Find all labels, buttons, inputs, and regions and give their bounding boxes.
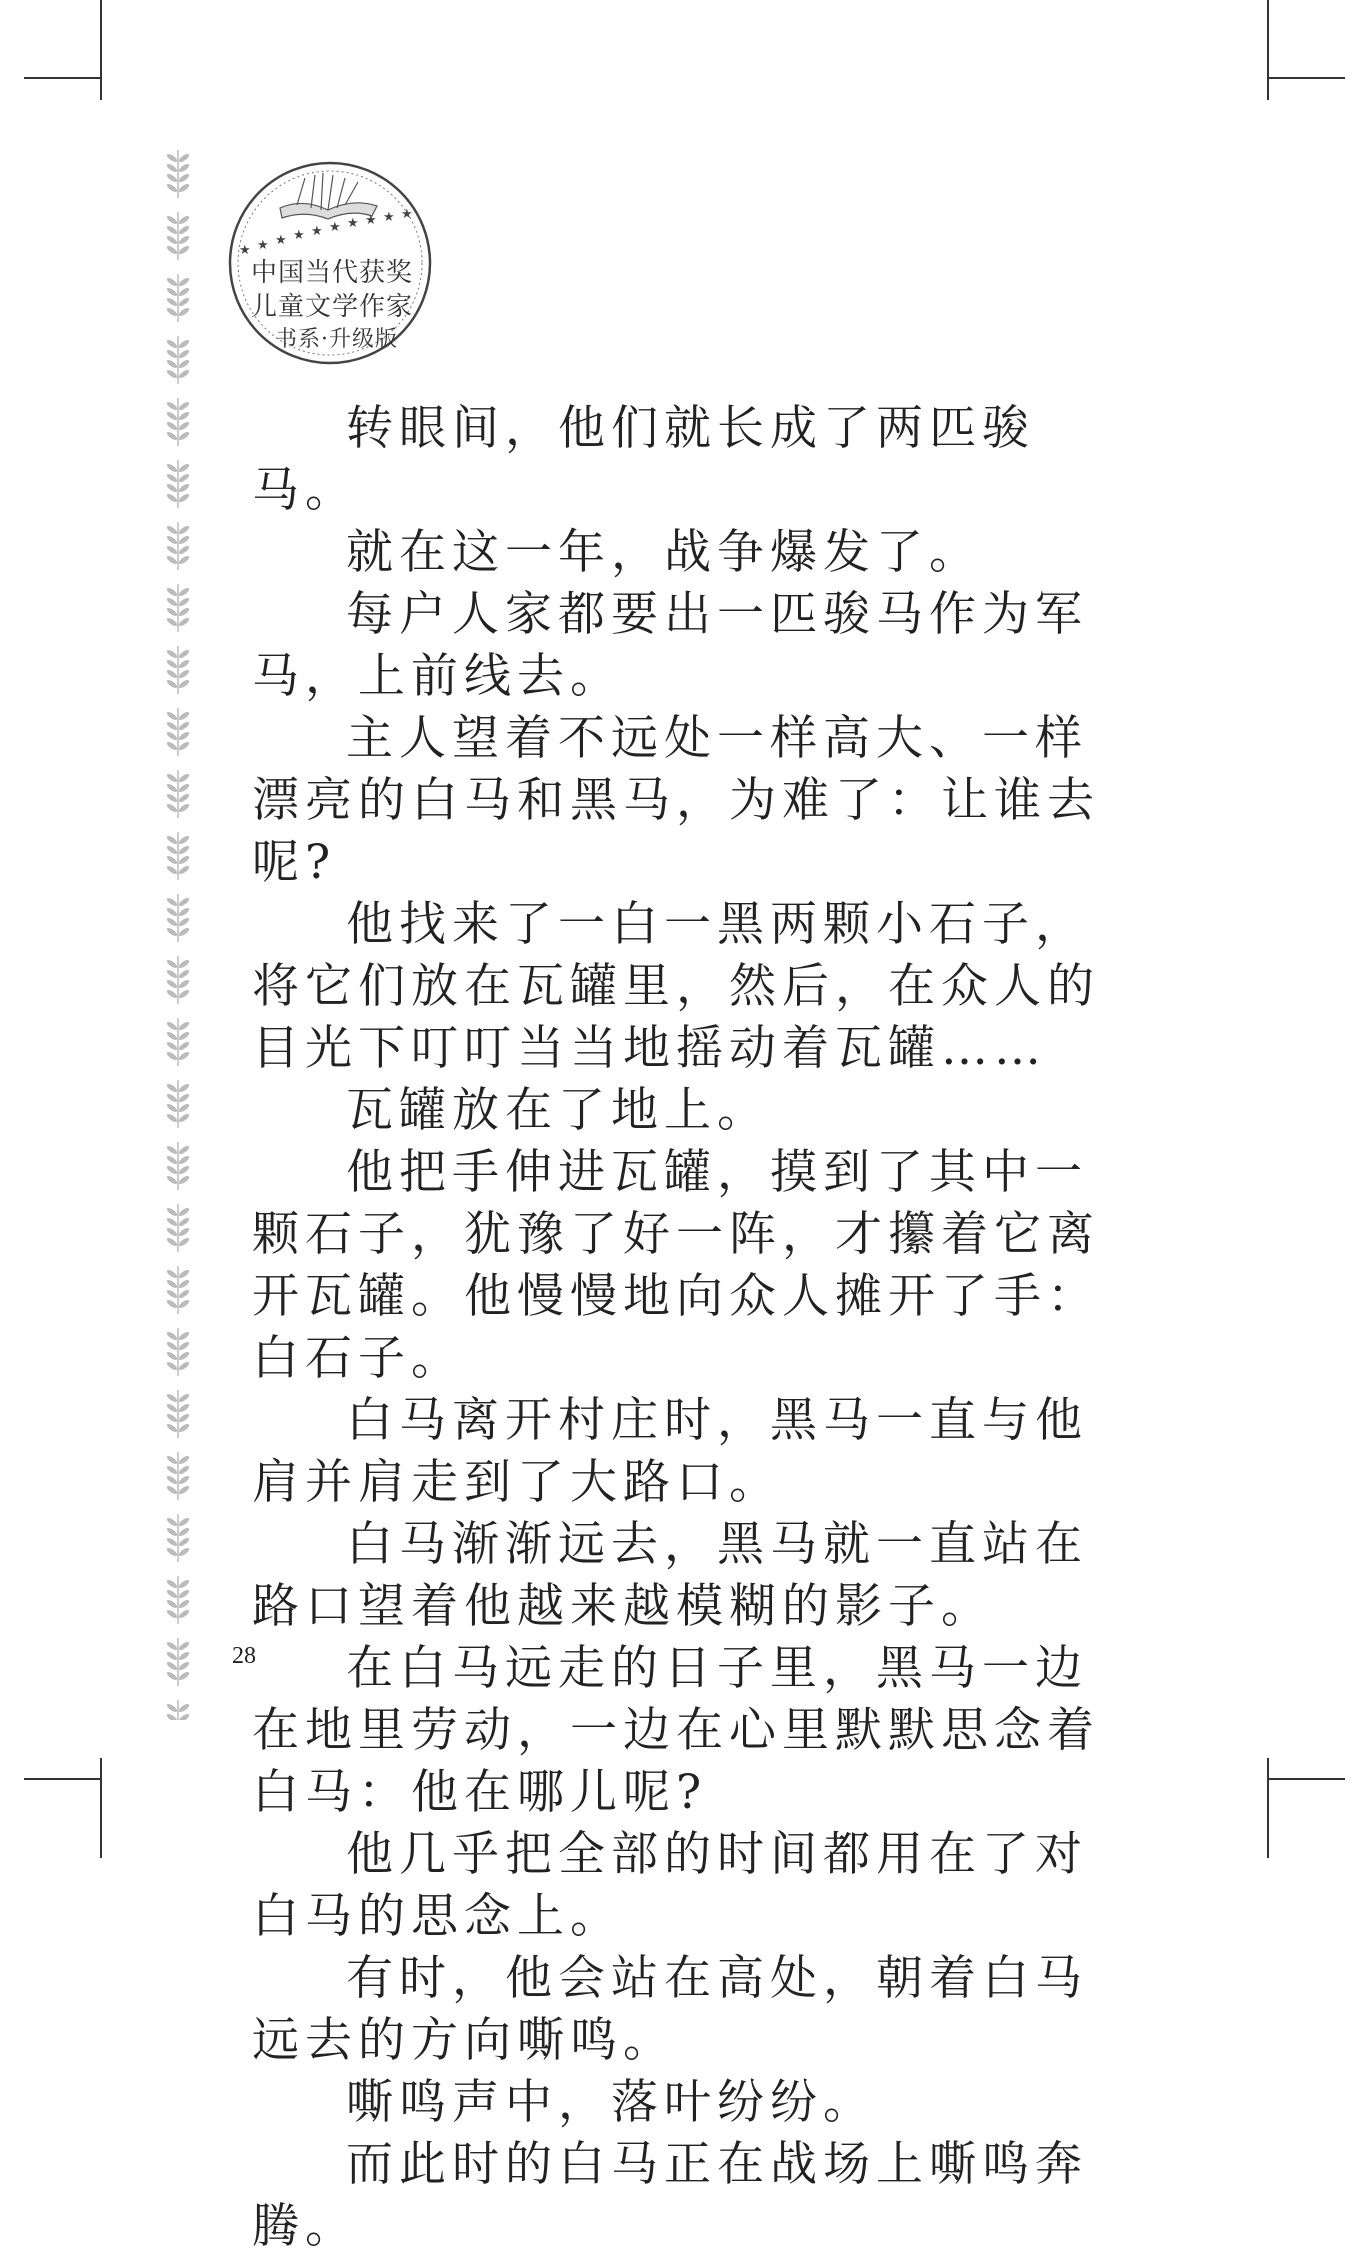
crop-mark-bottom-right-h [1267,1778,1345,1780]
crop-mark-bottom-left-h [24,1778,102,1780]
page-number: 28 [232,1643,256,1669]
series-logo [225,158,435,368]
paragraph: 在白马远走的日子里，黑马一边在地里劳动，一边在心里默默思念着白马：他在哪儿呢? [252,1641,1100,1820]
crop-mark-bottom-right-v [1267,1758,1269,1858]
crop-mark-top-left-v [100,0,102,100]
paragraph: 就在这一年，战争爆发了。 [346,525,982,580]
paragraph: 白马渐渐远去，黑马就一直站在路口望着他越来越模糊的影子。 [252,1517,1088,1634]
paragraph: 他几乎把全部的时间都用在了对白马的思念上。 [252,1827,1088,1944]
paragraph: 而此时的白马正在战场上嘶鸣奔腾。 [252,2137,1088,2254]
crop-mark-top-right-h [1267,77,1345,79]
svg-text:★: ★ [293,228,305,243]
svg-text:★: ★ [365,213,377,228]
leaf-vine-ornament [163,150,193,1720]
svg-text:★: ★ [383,210,395,225]
svg-text:★: ★ [347,216,359,231]
paragraph: 白马离开村庄时，黑马一直与他肩并肩走到了大路口。 [252,1393,1088,1510]
logo-title-line2: 儿童文学作家 [251,292,414,322]
svg-text:★: ★ [311,224,323,239]
logo-title-line3: 书系·升级版 [275,327,398,352]
svg-text:★: ★ [257,238,269,253]
svg-text:★: ★ [329,220,341,235]
svg-text:★: ★ [239,243,251,258]
story-text [252,398,1118,2258]
crop-mark-top-right-v [1267,0,1269,100]
svg-text:★: ★ [401,207,413,222]
paragraph: 瓦罐放在了地上。 [346,1083,770,1138]
paragraph: 他把手伸进瓦罐，摸到了其中一颗石子，犹豫了好一阵，才攥着它离开瓦罐。他慢慢地向众人摊开了手：白石子。 [252,1145,1100,1386]
svg-text:★: ★ [275,233,287,248]
logo-title-line1: 中国当代获奖 [251,258,414,288]
paragraph: 转眼间，他们就长成了两匹骏马。 [252,401,1035,518]
crop-mark-top-left-h [24,77,102,79]
paragraph: 嘶鸣声中，落叶纷纷。 [346,2075,876,2130]
paragraph: 他找来了一白一黑两颗小石子，将它们放在瓦罐里，然后，在众人的目光下叮叮当当地摇动着瓦罐…… [252,897,1100,1076]
paragraph: 有时，他会站在高处，朝着白马远去的方向嘶鸣。 [252,1951,1088,2068]
crop-mark-bottom-left-v [100,1758,102,1858]
paragraph: 主人望着不远处一样高大、一样漂亮的白马和黑马，为难了：让谁去呢? [252,711,1100,890]
paragraph: 每户人家都要出一匹骏马作为军马，上前线去。 [252,587,1088,704]
